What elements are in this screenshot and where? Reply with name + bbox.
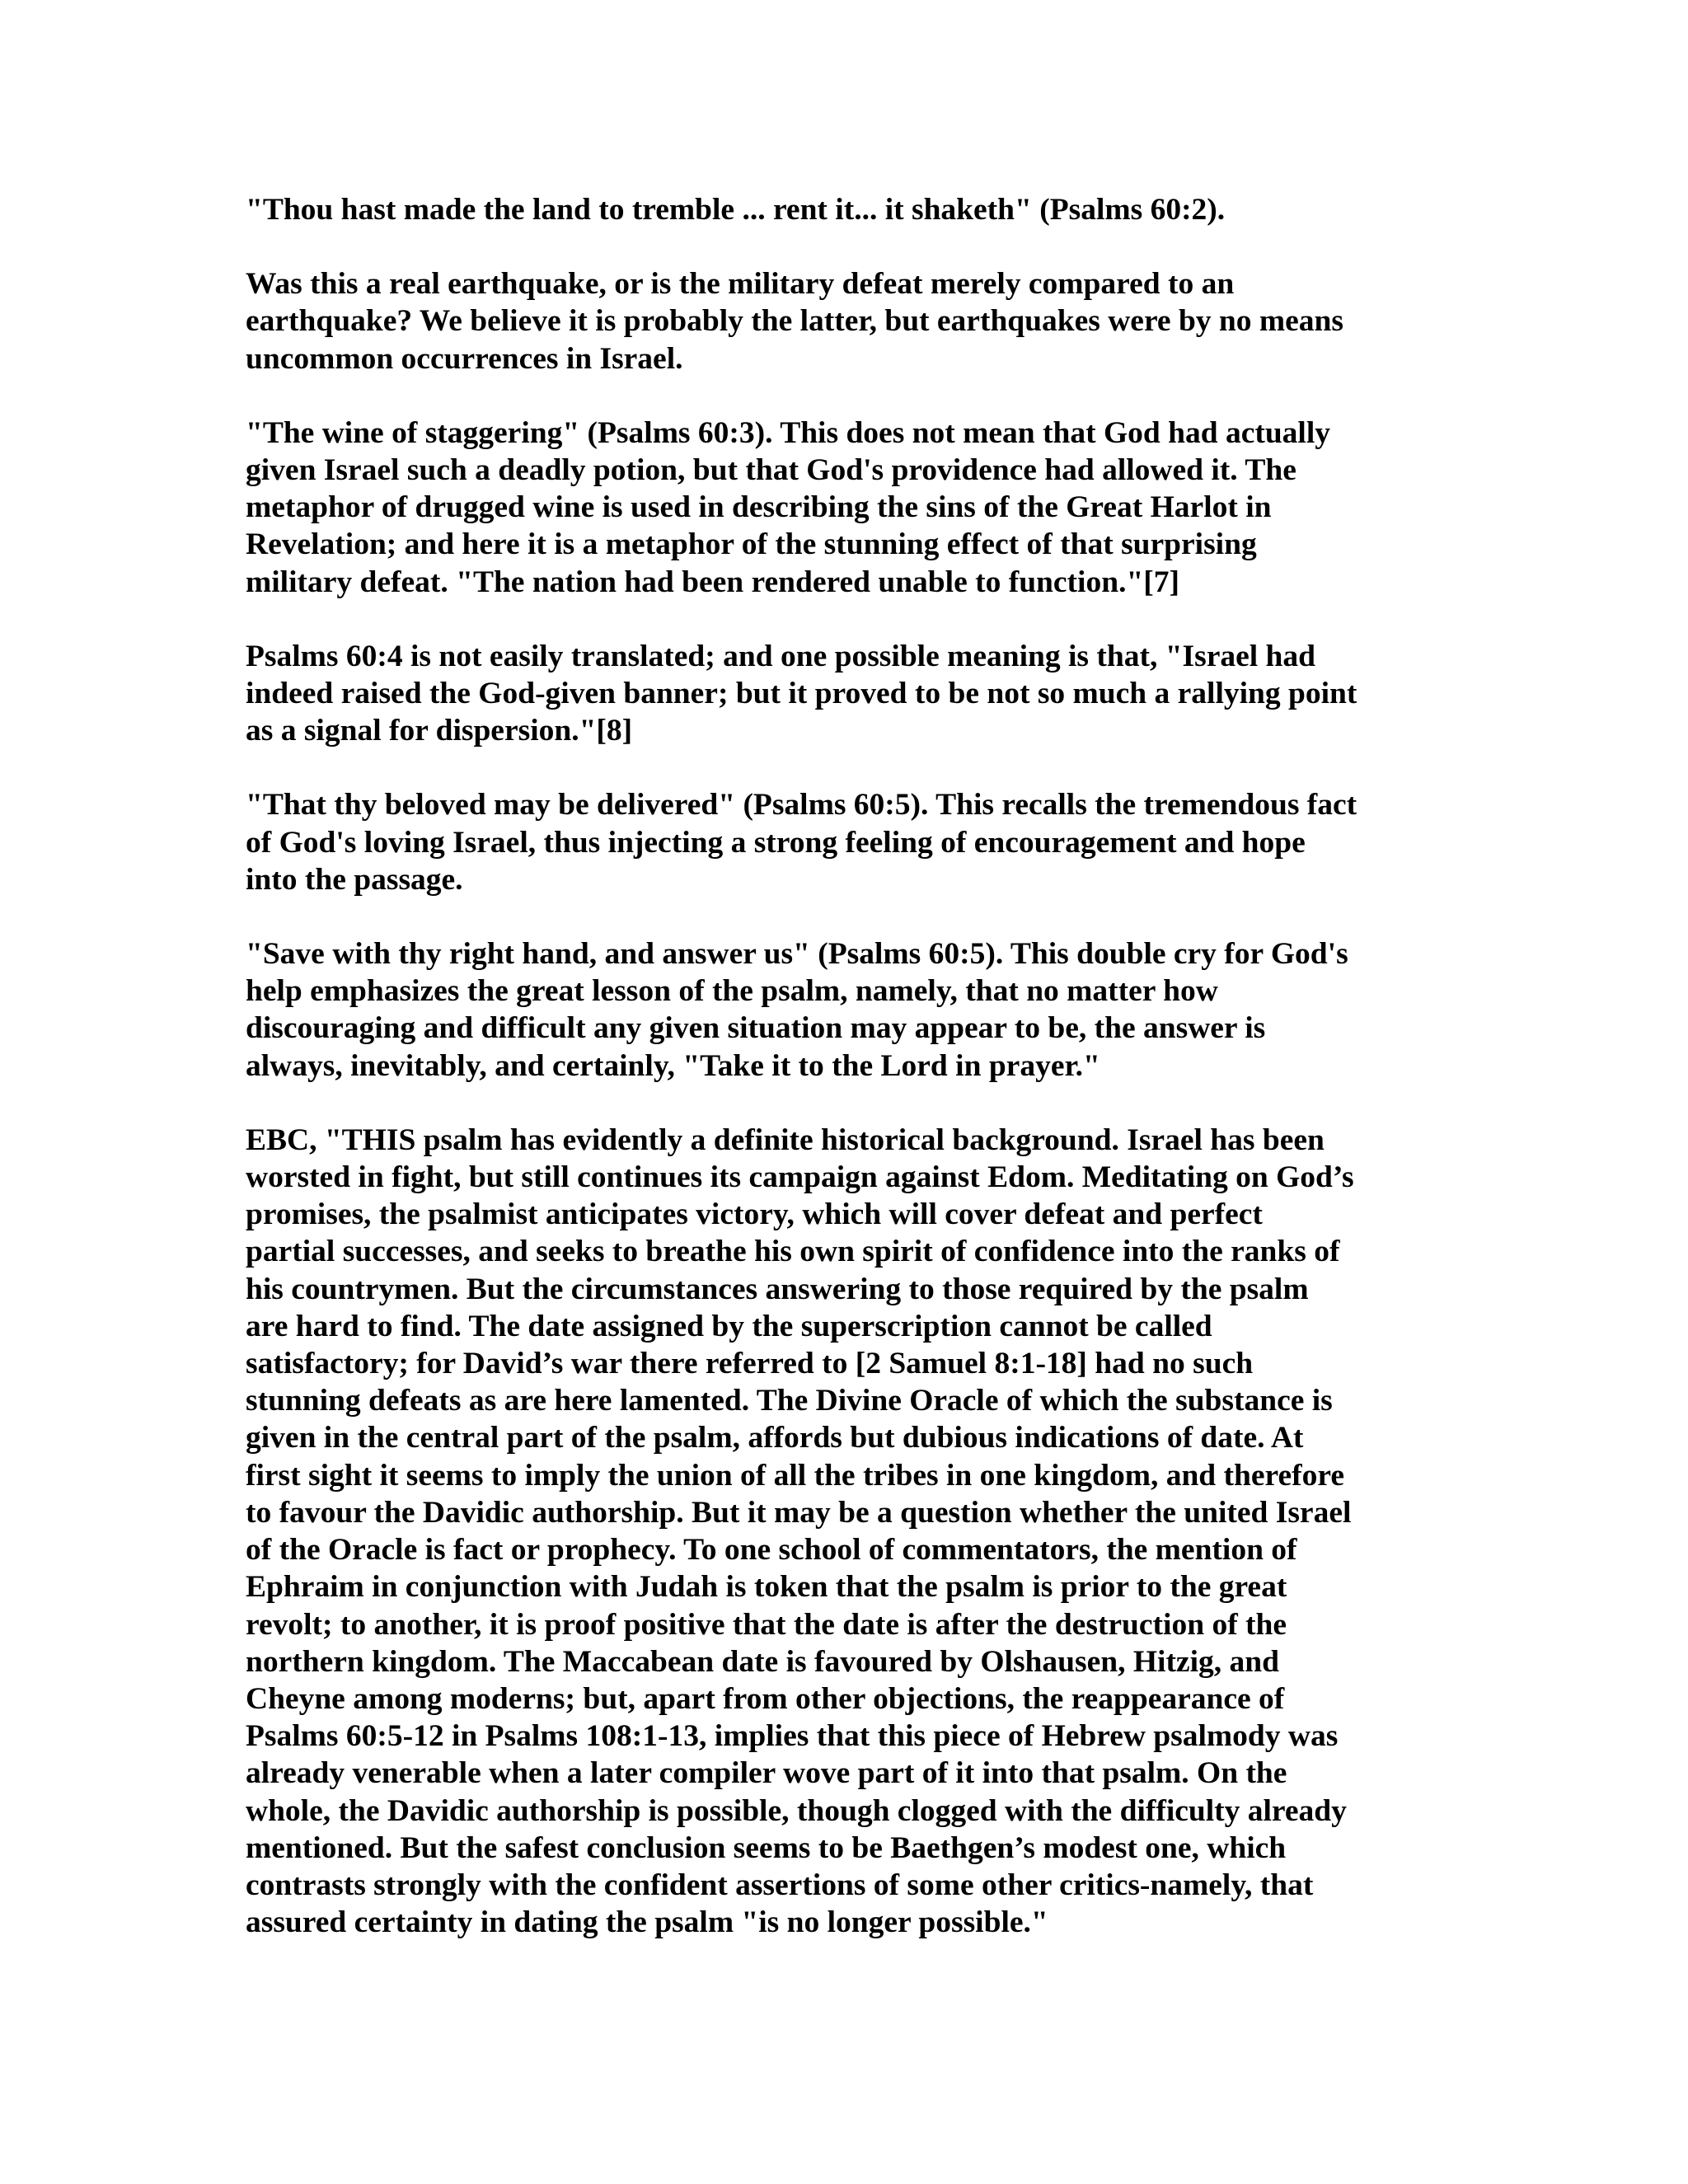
text-line: Was this a real earthquake, or is the military defeat merely compared to an — [246, 267, 1235, 302]
text-line: contrasts strongly with the confident assertions of some other critics-namely, that — [246, 1868, 1314, 1902]
text-line: as a signal for dispersion."[8] — [246, 714, 633, 748]
text-line: metaphor of drugged wine is used in describing the sins of the Great Harlot in — [246, 490, 1272, 525]
text-line: military defeat. "The nation had been rendered unable to function."[7] — [246, 565, 1179, 599]
text-line: Ephraim in conjunction with Judah is token that the psalm is prior to the great — [246, 1570, 1287, 1605]
text-line: "That thy beloved may be delivered" (Psalms 60:5). This recalls the tremendous fact — [246, 788, 1357, 823]
text-line: partial successes, and seeks to breathe his own spirit of confidence into the ranks of — [246, 1235, 1340, 1269]
document-page — [246, 191, 1449, 1978]
text-line: whole, the Davidic authorship is possible, though clogged with the difficulty already — [246, 1793, 1347, 1828]
paragraph-earthquake — [246, 265, 1449, 377]
text-line: earthquake? We believe it is probably the latter, but earthquakes were by no means — [246, 304, 1343, 339]
text-line: worsted in fight, but still continues its campaign against Edom. Meditating on God’s — [246, 1160, 1354, 1195]
text-line: assured certainty in dating the psalm "is no longer possible." — [246, 1905, 1048, 1940]
text-line: promises, the psalmist anticipates victory, which will cover defeat and perfect — [246, 1197, 1263, 1232]
text-line: Revelation; and here it is a metaphor of the stunning effect of that surprising — [246, 527, 1257, 562]
paragraph-psalm-60-2 — [246, 191, 1449, 228]
paragraph-psalm-60-4 — [246, 638, 1449, 750]
text-line: Psalms 60:5-12 in Psalms 108:1-13, implies that this piece of Hebrew psalmody was — [246, 1719, 1339, 1754]
text-line: into the passage. — [246, 862, 463, 897]
text-line: always, inevitably, and certainly, "Take it to the Lord in prayer." — [246, 1048, 1100, 1083]
paragraph-ebc-commentary — [246, 1122, 1449, 1941]
text-line: to favour the Davidic authorship. But it may be a question whether the united Israel — [246, 1495, 1352, 1530]
text-line: given Israel such a deadly potion, but that God's providence had allowed it. The — [246, 453, 1296, 488]
text-line: discouraging and difficult any given situation may appear to be, the answer is — [246, 1011, 1266, 1046]
text-line: revolt; to another, it is proof positive that the date is after the destruction of the — [246, 1607, 1287, 1642]
text-line: EBC, "THIS psalm has evidently a definite historical background. Israel has been — [246, 1122, 1325, 1157]
text-line: uncommon occurrences in Israel. — [246, 341, 683, 376]
text-line: help emphasizes the great lesson of the psalm, namely, that no matter how — [246, 974, 1218, 1009]
paragraph-thy-beloved — [246, 786, 1449, 898]
text-line: satisfactory; for David’s war there referred to [2 Samuel 8:1-18] had no such — [246, 1347, 1254, 1381]
text-line: "The wine of staggering" (Psalms 60:3). This does not mean that God had actually — [246, 415, 1331, 450]
text-line: indeed raised the God-given banner; but it proved to be not so much a rallying point — [246, 677, 1357, 711]
text-line: already venerable when a later compiler wove part of it into that psalm. On the — [246, 1756, 1287, 1791]
text-line: "Save with thy right hand, and answer us" (Psalms 60:5). This double cry for God's — [246, 937, 1348, 972]
text-line: of the Oracle is fact or prophecy. To one school of commentators, the mention of — [246, 1533, 1297, 1568]
text-line: of God's loving Israel, thus injecting a strong feeling of encouragement and hope — [246, 825, 1306, 860]
paragraph-wine-of-staggering — [246, 415, 1449, 601]
paragraph-save-with-right-hand — [246, 935, 1449, 1085]
text-line: first sight it seems to imply the union of all the tribes in one kingdom, and therefore — [246, 1458, 1344, 1493]
text-line: mentioned. But the safest conclusion seems to be Baethgen’s modest one, which — [246, 1830, 1287, 1865]
text-line: his countrymen. But the circumstances answering to those required by the psalm — [246, 1272, 1309, 1306]
text-line: "Thou hast made the land to tremble ... rent it... it shaketh" (Psalms 60:2). — [246, 193, 1226, 227]
text-line: Cheyne among moderns; but, apart from other objections, the reappearance of — [246, 1681, 1285, 1716]
text-line: are hard to find. The date assigned by the superscription cannot be called — [246, 1309, 1212, 1343]
text-line: given in the central part of the psalm, affords but dubious indications of date. At — [246, 1421, 1304, 1455]
text-line: Psalms 60:4 is not easily translated; and one possible meaning is that, "Israel had — [246, 639, 1316, 673]
text-line: northern kingdom. The Maccabean date is favoured by Olshausen, Hitzig, and — [246, 1644, 1279, 1679]
text-line: stunning defeats as are here lamented. The Divine Oracle of which the substance is — [246, 1384, 1333, 1418]
